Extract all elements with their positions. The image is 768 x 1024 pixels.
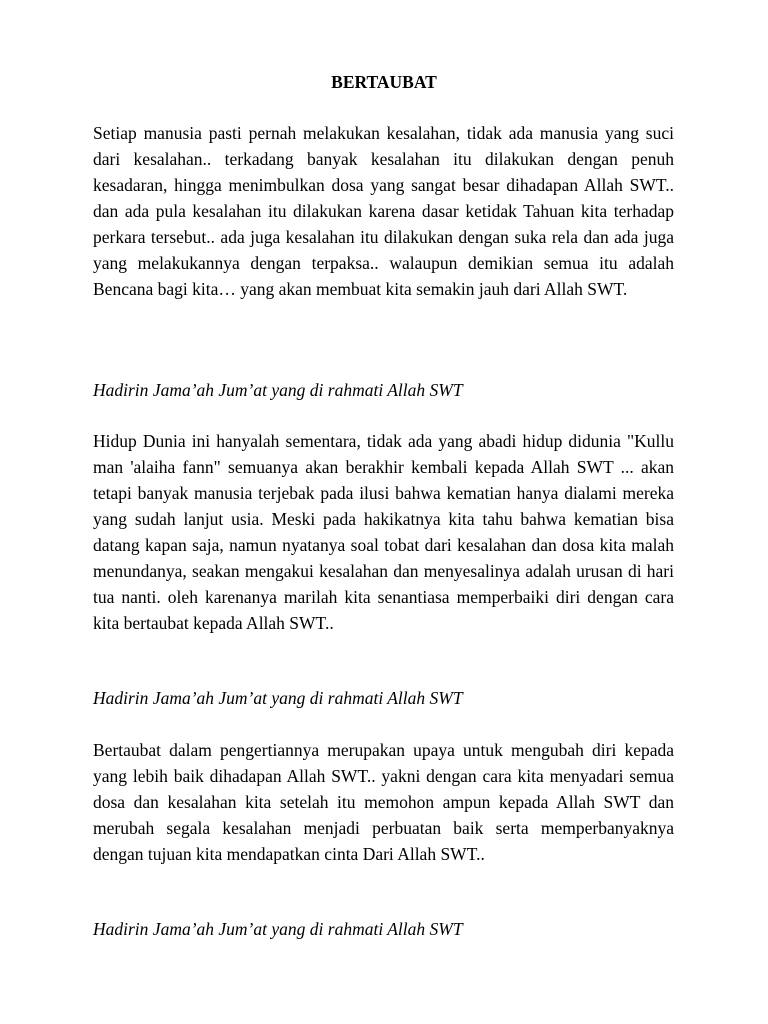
- italic-heading-2: Hadirin Jama’ah Jum’at yang di rahmati Allah SWT: [93, 688, 463, 708]
- italic-heading-3: Hadirin Jama’ah Jum’at yang di rahmati Allah SWT: [93, 919, 463, 939]
- document-title: BERTAUBAT: [331, 72, 437, 92]
- paragraph-3: Bertaubat dalam pengertiannya merupakan upaya untuk mengubah diri kepada yang lebih baik dihadapan Allah SWT.. yakni dengan cara kita menyadari semua dosa dan kesalahan kita setelah itu memohon ampun kepada Allah SWT dan merubah segala kesalahan menjadi perbuatan baik serta memperbanyaknya dengan tujuan kita mendapatkan cinta Dari Allah SWT..: [93, 740, 674, 864]
- italic-heading-1: Hadirin Jama’ah Jum’at yang di rahmati Allah SWT: [93, 380, 463, 400]
- paragraph-1: Setiap manusia pasti pernah melakukan kesalahan, tidak ada manusia yang suci dari kesalahan.. terkadang banyak kesalahan itu dilakukan dengan penuh kesadaran, hingga menimbulkan dosa yang sangat besar dihadapan Allah SWT.. dan ada pula kesalahan itu dilakukan karena dasar ketidak Tahuan kita terhadap perkara tersebut.. ada juga kesalahan itu dilakukan dengan suka rela dan ada juga yang melakukannya dengan terpaksa.. walaupun demikian semua itu adalah Bencana bagi kita… yang akan membuat kita semakin jauh dari Allah SWT.: [93, 123, 674, 299]
- paragraph-2: Hidup Dunia ini hanyalah sementara, tidak ada yang abadi hidup didunia "Kullu man 'alaiha fann" semuanya akan berakhir kembali kepada Allah SWT ... akan tetapi banyak manusia terjebak pada ilusi bahwa kematian hanya dialami mereka yang sudah lanjut usia. Meski pada hakikatnya kita tahu bahwa kematian bisa datang kapan saja, namun nyatanya soal tobat dari kesalahan dan dosa kita malah menundanya, seakan mengakui kesalahan dan menyesalinya adalah urusan di hari tua nanti. oleh karenanya marilah kita senantiasa memperbaiki diri dengan cara kita bertaubat kepada Allah SWT..: [93, 431, 674, 633]
